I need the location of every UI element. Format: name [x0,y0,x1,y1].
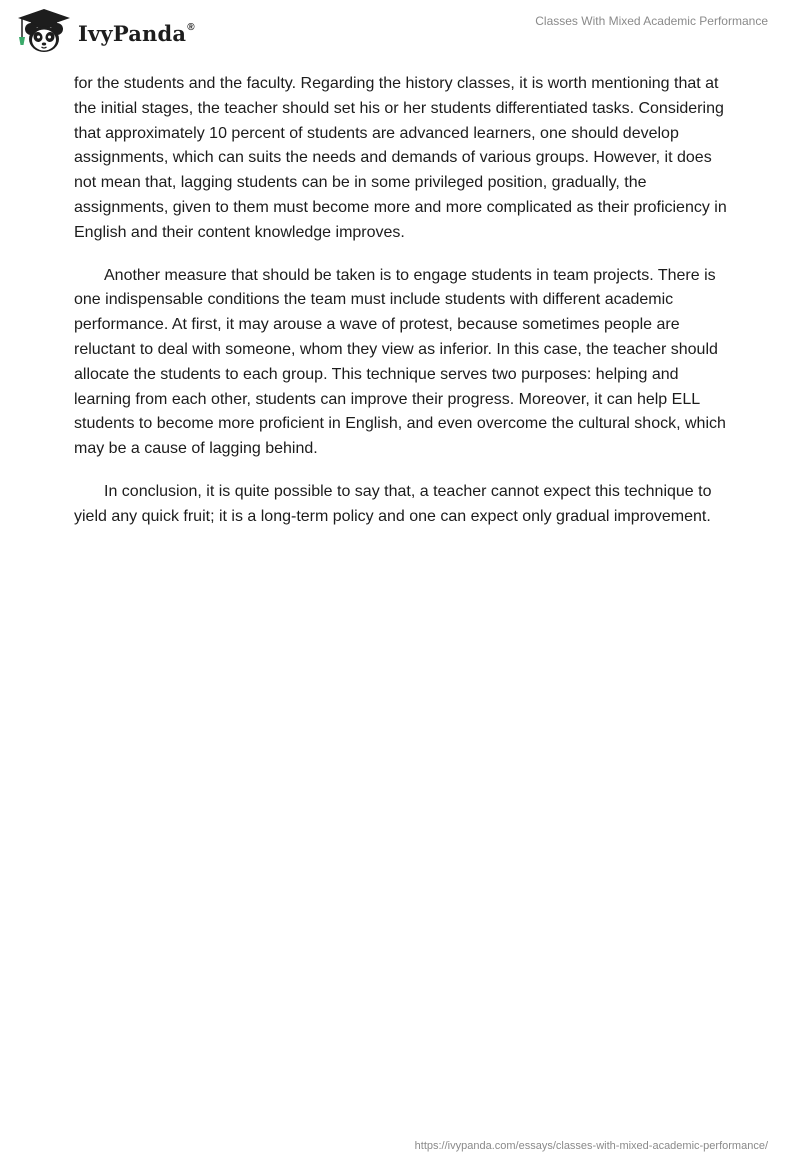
page-header [0,0,800,64]
document-title: Classes With Mixed Academic Performance [535,14,768,28]
registered-mark: ® [187,21,195,33]
essay-body [74,72,734,548]
paragraph: Another measure that should be taken is to engage students in team projects. There is one indispensable conditions the team must include students with different academic performance. At first, it may arouse a wave of protest, because sometimes people are reluctant to deal with someone, whom they view as inferior. In this case, the teacher should allocate the students to each group. This technique serves two purposes: helping and learning from each other, students can improve their progress. Moreover, it can help ELL students to become more proficient in English, and even overcome the cultural shock, which may be a cause of lagging behind. [74,266,726,458]
paragraph: In conclusion, it is quite possible to say that, a teacher cannot expect this technique to yield any quick fruit; it is a long-term policy and one can expect only gradual improvement. [74,482,712,525]
source-url-link[interactable]: https://ivypanda.com/essays/classes-with-mixed-academic-performance/ [414,1140,768,1152]
brand-name: IvyPanda® [78,20,195,46]
brand-logo[interactable] [14,7,195,55]
panda-graduate-icon [14,7,74,55]
paragraph: for the students and the faculty. Regarding the history classes, it is worth mentioning that at the initial stages, the teacher should set his or her students differentiated tasks. Considering that approximately 10 percent of students are advanced learners, one should develop assignments, which can suits the needs and demands of various groups. However, it does not mean that, lagging students can be in some privileged position, gradually, the assignments, given to them must become more and more complicated as their proficiency in English and their content knowledge improves. [74,75,727,241]
